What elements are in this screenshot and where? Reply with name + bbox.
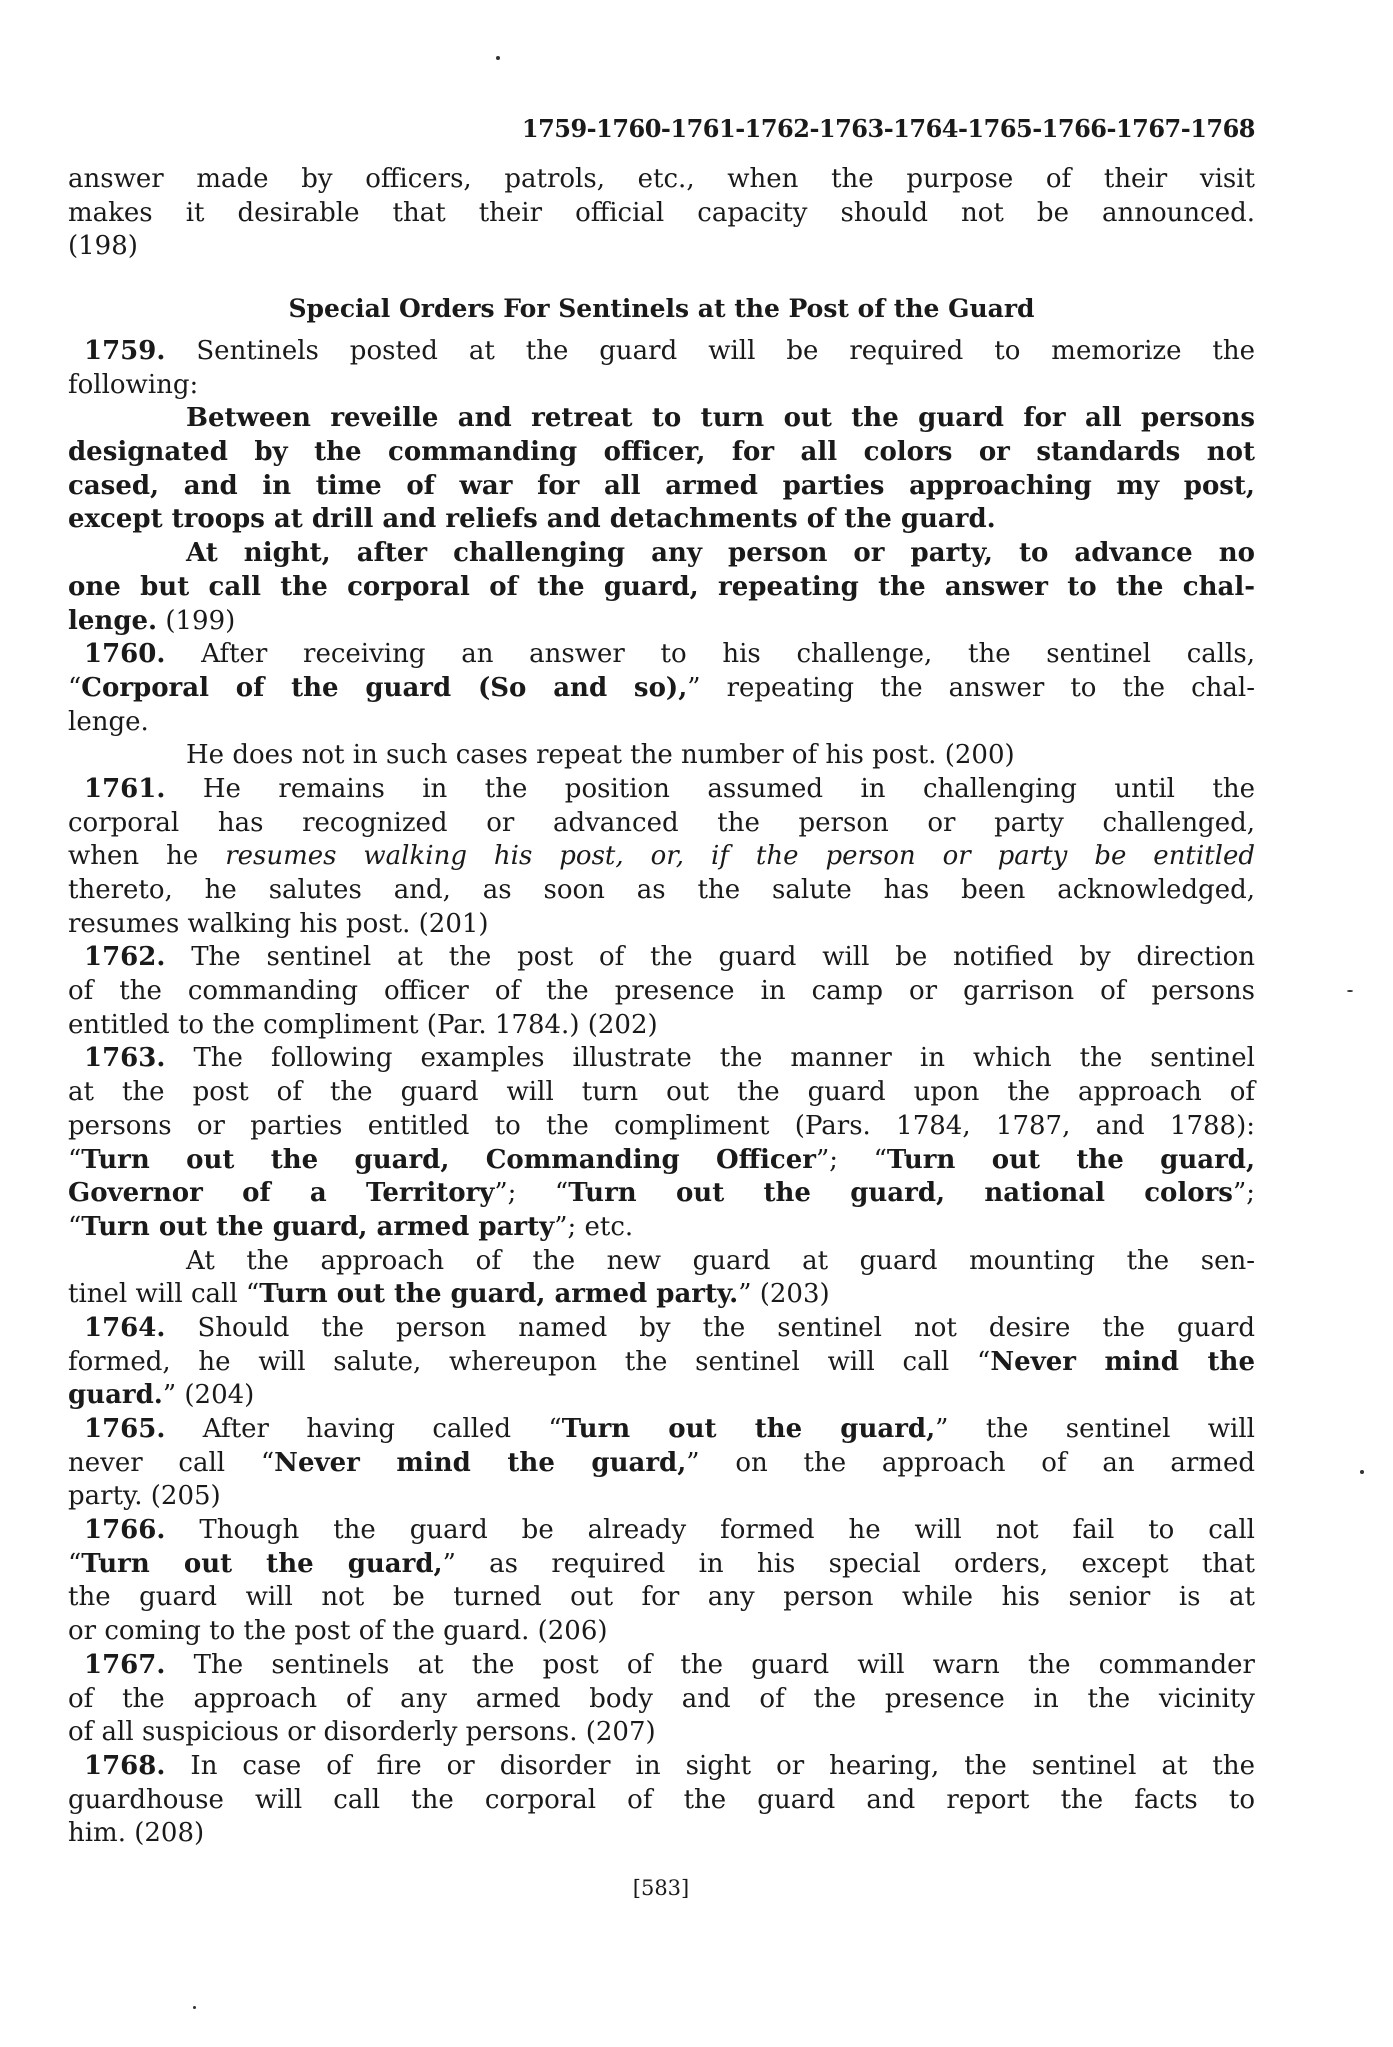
text-run: ”; — [1232, 1178, 1256, 1209]
text-run: ”; “ — [494, 1178, 569, 1209]
text-run: of the commanding officer of the presence in camp or garrison of persons — [68, 976, 1255, 1007]
bold-text: 1760. — [84, 639, 166, 670]
text-run: After having called “ — [165, 1414, 562, 1444]
bold-text: cased, and in time of war for all armed parties approaching my post, — [68, 470, 1255, 501]
bold-text: 1761. — [84, 773, 166, 804]
text-run: when he — [68, 841, 226, 872]
text-run: (199) — [157, 605, 236, 636]
section-heading: Special Orders For Sentinels at the Post of the Guard — [288, 294, 1035, 323]
bold-text: Never mind the guard, — [274, 1447, 687, 1478]
bold-text: 1762. — [84, 942, 166, 973]
text-line — [68, 197, 1255, 231]
text-line — [68, 1042, 1255, 1076]
text-run: or coming to the post of the guard. (206) — [68, 1616, 608, 1647]
text-line — [68, 1649, 1255, 1683]
text-line — [68, 941, 1255, 975]
text-run: entitled to the compliment (Par. 1784.) (202) — [68, 1009, 658, 1040]
scan-speck — [193, 2006, 196, 2009]
text-run: answer made by officers, patrols, etc., when the purpose of their visit — [68, 164, 1255, 194]
text-line — [68, 1076, 1255, 1110]
text-run: ” on the approach of an armed — [686, 1447, 1255, 1478]
text-line — [68, 908, 1255, 942]
text-line — [68, 1312, 1255, 1346]
text-run: “ — [68, 1211, 82, 1242]
text-line — [68, 537, 1255, 571]
text-run: resumes walking his post, or, if the person or party be entitled — [225, 841, 1255, 872]
text-run: The sentinel at the post of the guard will be notified by direction — [165, 942, 1255, 973]
text-run: lenge. — [68, 706, 149, 737]
text-line — [68, 739, 1255, 773]
text-line — [68, 1177, 1255, 1211]
bold-text: 1759. — [84, 336, 166, 366]
text-run: the guard will not be turned out for any person while his senior is at — [68, 1582, 1255, 1613]
text-run: (198) — [68, 231, 138, 262]
text-line — [68, 163, 1255, 197]
bold-text: except troops at drill and reliefs and detachments of the guard. — [68, 504, 996, 535]
text-line — [68, 571, 1255, 605]
text-line — [68, 1581, 1255, 1615]
text-line — [68, 1144, 1255, 1178]
text-run: In case of fire or disorder in sight or hearing, the sentinel at the — [165, 1750, 1255, 1781]
bold-text: Turn out the guard, — [886, 1144, 1255, 1175]
bold-text: Turn out the guard, — [81, 1548, 443, 1579]
text-line — [68, 503, 1255, 537]
text-line — [68, 1413, 1255, 1447]
text-line — [68, 773, 1255, 807]
text-line — [68, 874, 1255, 908]
text-line — [68, 1245, 1255, 1279]
text-run: ” the sentinel will — [935, 1414, 1255, 1444]
text-run: party. (205) — [68, 1481, 221, 1512]
text-line — [68, 1548, 1255, 1582]
bold-text: At night, after challenging any person or party, to advance no — [186, 538, 1255, 569]
text-line — [68, 975, 1255, 1009]
bold-text: Turn out the guard, national colors — [568, 1178, 1233, 1209]
text-run: of the approach of any armed body and of the presence in the vicinity — [68, 1683, 1255, 1714]
text-line — [68, 1716, 1255, 1750]
text-run: ” repeating the answer to the chal- — [687, 672, 1255, 703]
text-run: persons or parties entitled to the compliment (Pars. 1784, 1787, and 1788): — [68, 1110, 1255, 1141]
bold-text: guard. — [68, 1380, 163, 1411]
text-line — [68, 470, 1255, 504]
text-run: He remains in the position assumed in challenging until the — [165, 773, 1255, 804]
text-run: following: — [68, 369, 199, 400]
bold-text: 1768. — [84, 1750, 166, 1781]
bold-text: 1765. — [84, 1414, 166, 1444]
text-line — [68, 1211, 1255, 1245]
text-line — [68, 1615, 1255, 1649]
text-run: At the approach of the new guard at guard mounting the sen- — [186, 1245, 1255, 1276]
text-run: ”; “ — [815, 1144, 887, 1175]
text-line — [68, 672, 1255, 706]
text-run: thereto, he salutes and, as soon as the salute has been acknowledged, — [68, 875, 1255, 905]
bold-text: 1763. — [84, 1043, 166, 1074]
text-line — [68, 807, 1255, 841]
bold-text: Turn out the guard, armed party. — [259, 1279, 739, 1310]
bold-text: Turn out the guard, — [561, 1414, 936, 1444]
text-line — [68, 1447, 1255, 1481]
text-line — [68, 1480, 1255, 1514]
text-run: ”; etc. — [554, 1211, 634, 1242]
text-line — [68, 638, 1255, 672]
scan-speck — [1360, 1470, 1364, 1474]
page-number: [583] — [632, 1876, 690, 1900]
bold-text: 1764. — [84, 1312, 166, 1343]
bold-text: lenge. — [68, 605, 158, 636]
text-run: at the post of the guard will turn out the guard upon the approach of — [68, 1077, 1255, 1108]
text-run: Should the person named by the sentinel not desire the guard — [165, 1312, 1255, 1343]
bold-text: 1767. — [84, 1649, 166, 1680]
text-run: formed, he will salute, whereupon the sentinel will call “ — [68, 1346, 991, 1377]
text-run: guardhouse will call the corporal of the guard and report the facts to — [68, 1784, 1255, 1815]
bold-text: Between reveille and retreat to turn out the guard for all persons — [186, 403, 1255, 434]
text-run: After receiving an answer to his challenge, the sentinel calls, — [165, 639, 1255, 670]
text-run: He does not in such cases repeat the number of his post. (200) — [186, 740, 1015, 771]
continued-paragraph — [68, 163, 1255, 264]
text-line — [68, 230, 1255, 264]
text-line — [68, 1514, 1255, 1548]
text-run: resumes walking his post. (201) — [68, 908, 489, 939]
text-line — [68, 1278, 1255, 1312]
bold-text: one but call the corporal of the guard, repeating the answer to the chal- — [68, 571, 1255, 602]
text-run: corporal has recognized or advanced the person or party challenged, — [68, 807, 1255, 838]
text-run: “ — [68, 672, 82, 703]
text-line — [68, 1750, 1255, 1784]
text-line — [68, 1784, 1255, 1818]
text-run: The following examples illustrate the manner in which the sentinel — [165, 1043, 1255, 1074]
text-run: ” (204) — [162, 1380, 255, 1411]
text-run: makes it desirable that their official capacity should not be announced. — [68, 197, 1255, 228]
text-line — [68, 840, 1255, 874]
text-run: The sentinels at the post of the guard will warn the commander — [165, 1649, 1255, 1680]
text-line — [68, 1110, 1255, 1144]
text-run: of all suspicious or disorderly persons. (207) — [68, 1717, 656, 1748]
text-run: Though the guard be already formed he will not fail to call — [165, 1515, 1255, 1546]
text-line — [68, 369, 1255, 403]
text-line — [68, 436, 1255, 470]
text-run: ” as required in his special orders, except that — [442, 1548, 1255, 1579]
bold-text: designated by the commanding officer, for all colors or standards not — [68, 437, 1255, 468]
bold-text: Turn out the guard, armed party — [81, 1211, 555, 1242]
text-run: “ — [68, 1144, 82, 1175]
scan-speck — [496, 56, 500, 60]
text-run: never call “ — [68, 1447, 275, 1478]
text-line — [68, 335, 1255, 369]
text-line — [68, 402, 1255, 436]
bold-text: Governor of a Territory — [68, 1178, 495, 1209]
text-line — [68, 1346, 1255, 1380]
text-run: “ — [68, 1548, 82, 1579]
running-head: 1759-1760-1761-1762-1763-1764-1765-1766-1767-1768 — [521, 114, 1255, 143]
text-line — [68, 706, 1255, 740]
text-run: ” (203) — [738, 1279, 830, 1310]
bold-text: Turn out the guard, Commanding Officer — [81, 1144, 816, 1175]
scan-speck — [1347, 990, 1353, 992]
text-run: him. (208) — [68, 1818, 205, 1849]
text-line — [68, 1379, 1255, 1413]
text-run: Sentinels posted at the guard will be required to memorize the — [165, 336, 1255, 366]
body-text — [68, 335, 1255, 1851]
text-line — [68, 1009, 1255, 1043]
text-line — [68, 1683, 1255, 1717]
bold-text: 1766. — [84, 1515, 166, 1546]
text-line — [68, 1817, 1255, 1851]
bold-text: Corporal of the guard (So and so), — [81, 672, 688, 703]
bold-text: Never mind the — [990, 1346, 1255, 1377]
text-run: tinel will call “ — [68, 1279, 260, 1310]
text-line — [68, 605, 1255, 639]
